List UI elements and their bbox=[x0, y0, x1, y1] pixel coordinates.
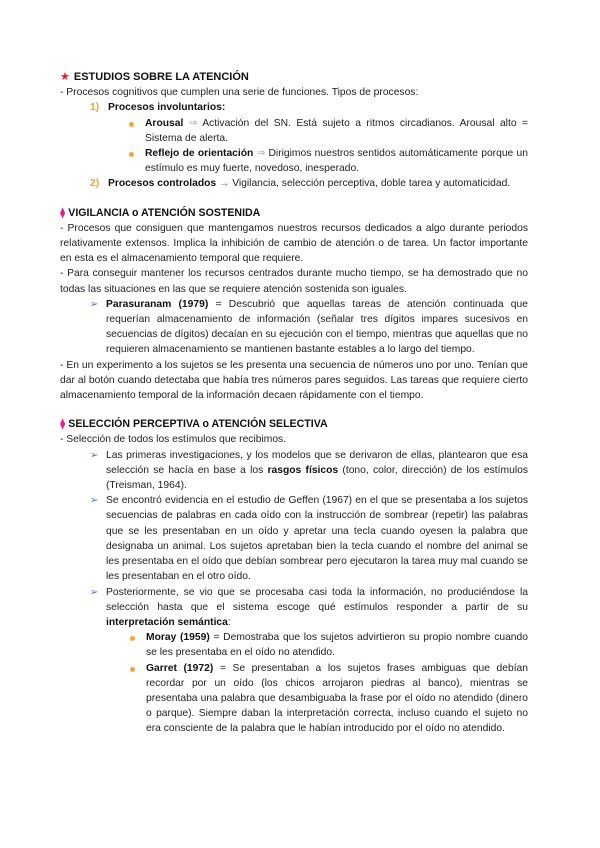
bullet-dot-icon bbox=[129, 122, 134, 127]
arrow-icon: → bbox=[219, 178, 230, 190]
section-title-seleccion: ⧫ SELECCIÓN PERCEPTIVA o ATENCIÓN SELECTIVA bbox=[60, 418, 328, 431]
arrow-bullet-icon: ➢ bbox=[90, 298, 99, 310]
diamond-icon: ⧫ bbox=[60, 206, 66, 219]
list-number: 1) bbox=[90, 102, 100, 114]
diamond-icon: ⧫ bbox=[60, 418, 66, 431]
item-label: Procesos involuntarios: bbox=[108, 102, 226, 114]
list-item-involuntarios bbox=[60, 100, 528, 115]
list-item-controlados: 2) Procesos controlados → Vigilancia, selección perceptiva, doble tarea y automaticidad. bbox=[60, 176, 528, 191]
arrow-item-parasuranam: ➢ Parasuranam (1979) = Descubrió que aquellas tareas de atención continuada que requerían almacenamiento de información (señalar tres dígitos impares sucesivos en secuencias de dígitos) decaían en su ejecución con el tiempo, mientras que aquellas que no requieren almacenamiento se mantienen bastante estables a lo largo del tiempo. bbox=[90, 298, 528, 356]
paragraph: - Procesos que consiguen que mantengamos nuestros recursos dedicados a algo durante periodos relativamente extensos. Implica la inhibición de cambio de atención o de tarea. Un factor importante en esta es el almacenamiento temporal que requiere. bbox=[60, 222, 528, 265]
arrow-item-posteriormente: ➢ Posteriormente, se vio que se procesaba casi toda la información, no produciéndose la selección hasta que el sistema escoge qué estímulos responder a partir de su interpretación semántica: bbox=[90, 586, 528, 628]
bullet-moray: Moray (1959) = Demostraba que los sujetos advirtieron su propio nombre cuando se les presentaba en el oído no atendido. bbox=[60, 630, 528, 660]
bullet-dot-icon bbox=[130, 636, 135, 641]
section-title-estudios: ★ ESTUDIOS SOBRE LA ATENCIÓN bbox=[60, 71, 249, 83]
bullet-garret: Garret (1972) = Se presentaban a los sujetos frases ambiguas que debían recordar por un oído (los chicos arrojaron piedras al banco), mientras se presentaba una palabra que desambiguaba la frase por el oído no atendido (dinero o parque). Siempre daban la interpretación correcta, incluso cuando el sujeto no era consciente de la palabra que le habían introducido por el oído no atendido. bbox=[60, 661, 528, 737]
list-number: 2) bbox=[90, 178, 100, 190]
bullet-dot-icon bbox=[130, 667, 135, 672]
section-intro: - Procesos cognitivos que cumplen una serie de funciones. Tipos de procesos: bbox=[60, 87, 419, 99]
section-title-vigilancia: ⧫ VIGILANCIA o ATENCIÓN SOSTENIDA bbox=[60, 206, 261, 219]
arrow-bullet-icon: ➢ bbox=[90, 449, 99, 461]
section-intro: - Selección de todos los estímulos que recibimos. bbox=[60, 434, 287, 446]
paragraph: - En un experimento a los sujetos se les presenta una secuencia de números uno por uno. Tenían que dar al botón cuando detectaba que había tres números pares seguidos. Las tareas que requiere cierto almacenamiento temporal de la información decaen rápidamente con el tiempo. bbox=[60, 359, 528, 402]
bullet-dot-icon bbox=[129, 152, 134, 157]
bullet-reflejo: Reflejo de orientación ⇒ Dirigimos nuestros sentidos automáticamente porque un estímulo es muy fuerte, novedoso, inesperado. bbox=[60, 146, 528, 176]
bullet-arousal: Arousal ⇒ Activación del SN. Está sujeto a ritmos circadianos. Arousal alto = Sistema de alerta. bbox=[60, 116, 528, 146]
star-icon: ★ bbox=[60, 71, 70, 83]
arrow-item-primeras: ➢ Las primeras investigaciones, y los modelos que se derivaron de ellas, plantearon que esa selección se hacía en base a los rasgos físicos (tono, color, dirección) de los estímulos (Treisman, 1964). bbox=[90, 449, 528, 492]
arrow-bullet-icon: ➢ bbox=[90, 586, 99, 598]
arrow-bullet-icon: ➢ bbox=[90, 495, 99, 507]
arrow-item-geffen: ➢ Se encontró evidencia en el estudio de Geffen (1967) en el que se presentaba a los sujetos secuencias de palabras en cada oído con la instrucción de sombrear (repetir) las palabras que se les presentaban en un oído y apretar una tecla cuando oyesen la palabra que designaba un animal. Los sujetos apretaban bien la tecla cuando el nombre del animal se les presentaba en el oído que debían sombrear pero ejecutaron la tarea muy mal cuando se les presentaban en el otro oído. bbox=[90, 495, 528, 583]
paragraph: - Para conseguir mantener los recursos centrados durante mucho tiempo, se ha demostrado que no todas las situaciones en las que se requiere atención sostenida son iguales. bbox=[60, 268, 528, 295]
